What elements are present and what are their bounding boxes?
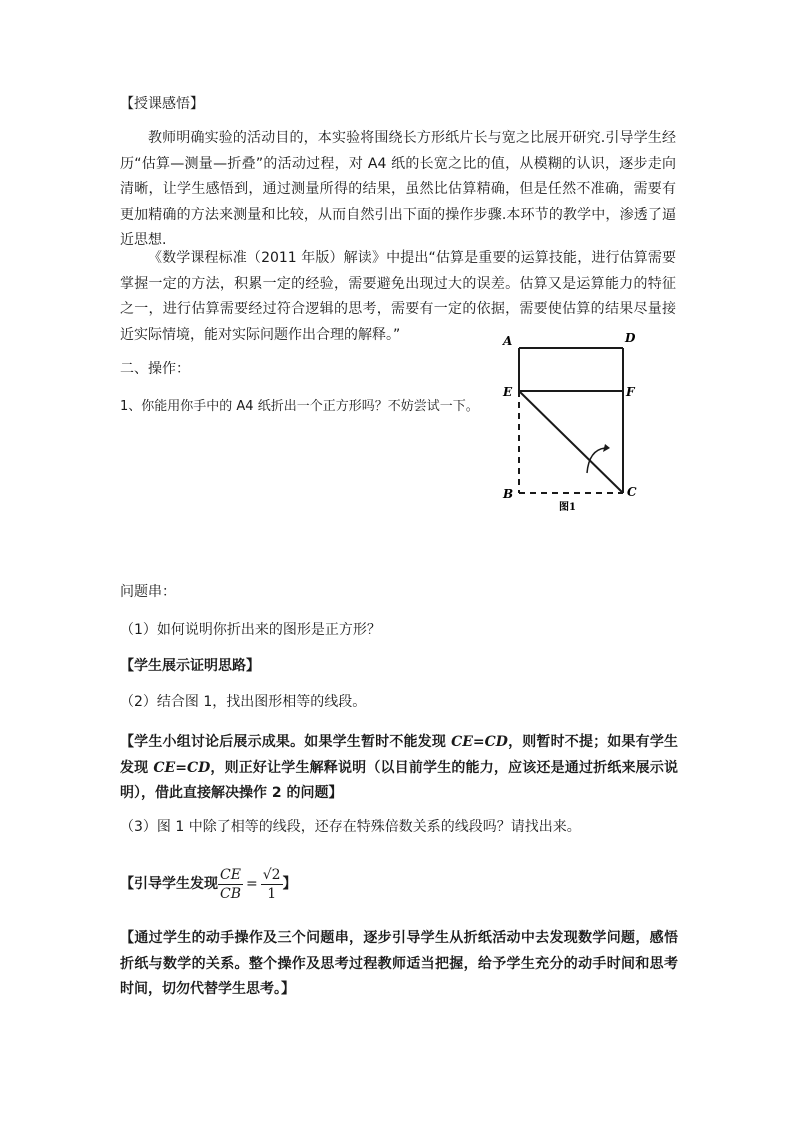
label-F: F — [626, 385, 635, 399]
question-1: （1）如何说明你折出来的图形是正方形？ — [120, 622, 381, 638]
figure-caption: 图1 — [559, 502, 576, 513]
label-E: E — [503, 385, 513, 399]
fold-arrow-head — [603, 444, 610, 452]
fraction-sqrt2-over-1: $\frac{√2}{1}$ — [262, 866, 281, 902]
paragraph-curriculum-standard: 《数学课程标准（2011 年版）解读》中提出“估算是重要的运算技能，进行估算需要掌握一定的方法，积累一定的经验，需要避免出现过大的误差。估算又是运算能力的特征之一，进行估算需要经过符合逻辑的思考，需要有一定的依据，需要使估算的结果尽量接近实际情境，能对实际问题作出合理的解释。” — [120, 250, 676, 343]
label-C: C — [627, 485, 637, 499]
note-guide-ratio-suffix: 】 — [282, 876, 297, 892]
figure-1-diagram — [495, 328, 645, 516]
equals-sign: = — [246, 876, 258, 892]
note-group-discussion-part2: ，则暂时不提；如果有学生发现 — [120, 734, 679, 776]
segment-EC — [519, 391, 623, 493]
expression-ce-cd-2: CE=CD — [153, 759, 211, 776]
section-heading-reflection: 【授课感悟】 — [120, 96, 204, 112]
paragraph-reflection: 教师明确实验的活动目的，本实验将围绕长方形纸片长与宽之比展开研究.引导学生经历“估算—测量—折叠”的活动过程，对 A4 纸的长宽之比的值，从模糊的认识，逐步走向清晰，让学生感悟到，通过测量所得的结果，虽然比估算精确，但是任然不准确，需要有更加精确的方法来测量和比较，从而自然引出下面的操作步骤.本环节的教学中，渗透了逼近思想. — [120, 130, 676, 248]
question-3: （3）图 1 中除了相等的线段，还存在特殊倍数关系的线段吗？请找出来。 — [120, 819, 581, 835]
section-heading-operation: 二、操作： — [120, 361, 190, 377]
task-1: 1、你能用你手中的 A4 纸折出一个正方形吗？不妨尝试一下。 — [120, 399, 479, 414]
expression-ce-cd-1: CE=CD — [451, 734, 508, 750]
note-guide-ratio-prefix: 【引导学生发现 — [120, 876, 218, 892]
note-guide-ratio — [120, 860, 297, 908]
note-group-discussion-part1: 【学生小组讨论后展示成果。如果学生暂时不能发现 — [120, 734, 452, 750]
note-summary: 【通过学生的动手操作及三个问题串，逐步引导学生从折纸活动中去发现数学问题，感悟折纸与数学的关系。整个操作及思考过程教师适当把握，给予学生充分的动手时间和思考时间，切勿代替学生思考。】 — [120, 930, 678, 997]
note-student-proof: 【学生展示证明思路】 — [120, 658, 260, 674]
note-group-discussion — [120, 730, 678, 807]
question-2: （2）结合图 1，找出图形相等的线段。 — [120, 694, 367, 710]
fraction-ce-over-cb: $\frac{CE}{CB}$ — [220, 866, 241, 902]
label-B: B — [503, 487, 514, 501]
question-series-label: 问题串： — [120, 584, 176, 600]
fold-arrow-curve — [587, 448, 605, 473]
note-group-discussion-part3: ，则正好让学生解释说明（以目前学生的能力，应该还是通过折纸来展示说明），借此直接解决操作 2 的问题】 — [120, 759, 679, 801]
label-A: A — [503, 334, 513, 348]
label-D: D — [625, 331, 636, 345]
